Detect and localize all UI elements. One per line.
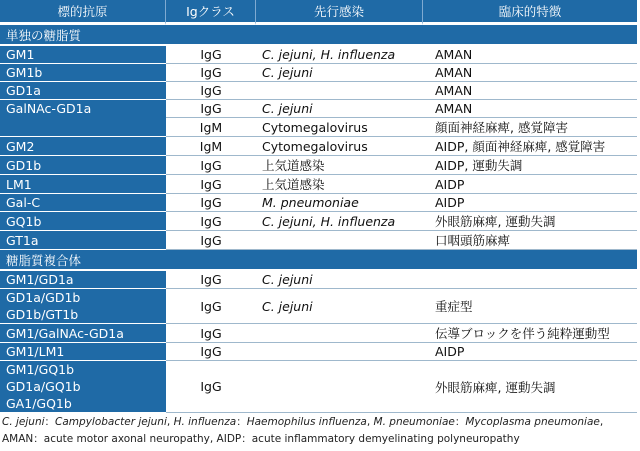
ig-cell: IgG [166,100,256,118]
abbr-hinfluenza: H. influenza [173,416,237,428]
clinical-cell: 口咽頭筋麻痺 [423,231,637,250]
ig-cell: IgG [166,64,256,82]
table-row [0,289,637,324]
table-row [0,271,637,289]
clinical-cell: AIDP [423,194,637,212]
ig-cell: IgG [166,271,256,289]
infection-cell [256,361,423,413]
ig-cell: IgG [166,324,256,343]
clinical-cell: AIDP, 運動失調 [423,156,637,175]
table-row [0,156,637,175]
ig-cell: IgG [166,231,256,250]
ig-cell: IgG [166,194,256,212]
infection-cell: C. jejuni, H. influenza [256,46,423,64]
def-hinfluenza: Haemophilus influenza [246,416,367,428]
ig-cell: IgM [166,137,256,156]
antigen-cell: GD1a [0,82,166,100]
clinical-cell: 顔面神経麻痺, 感覚障害 [423,118,637,137]
antigen-line: GD1a/GD1b [6,290,81,305]
clinical-cell: 重症型 [423,289,637,324]
ig-cell: IgG [166,82,256,100]
infection-cell [256,324,423,343]
clinical-cell: AMAN [423,100,637,118]
ig-cell: IgG [166,343,256,361]
footnote-line-1 [2,414,638,431]
antigen-cell: GT1a [0,231,166,250]
table-row [0,212,637,231]
antigen-cell [0,289,166,324]
table-row [0,64,637,82]
ig-cell: IgG [166,156,256,175]
ig-cell: IgG [166,361,256,413]
abbr-cjejuni: C. jejuni [2,416,45,428]
header-clinical: 臨床的特徴 [423,0,637,25]
antigen-cell: Gal-C [0,194,166,212]
ig-cell: IgM [166,118,256,137]
infection-cell: Cytomegalovirus [256,137,423,156]
antigen-cell: GQ1b [0,212,166,231]
antigen-line: GA1/GQ1b [6,396,72,411]
antigen-cell: GalNAc-GD1a [0,100,166,118]
infection-cell: Cytomegalovirus [256,118,423,137]
footnote-line-2: AMAN：acute motor axonal neuropathy, AIDP：acute inflammatory demyelinating polyneuropathy [2,433,520,445]
group-title: 単独の糖脂質 [0,25,637,46]
table-row [0,343,637,361]
abbr-sep: , [166,416,174,428]
clinical-cell: AMAN [423,82,637,100]
table-row [0,82,637,100]
infection-cell: C. jejuni [256,64,423,82]
header-antigen: 標的抗原 [0,0,166,25]
abbr-end: , [599,416,604,428]
table-row [0,194,637,212]
antigen-cell: GM1/GD1a [0,271,166,289]
abbr-colon: ： [236,416,247,428]
table-row [0,46,637,64]
antigen-cell: GM1/LM1 [0,343,166,361]
infection-cell [256,82,423,100]
infection-cell: C. jejuni [256,289,423,324]
abbr-colon: ： [44,416,56,428]
abbr-colon: ： [454,416,466,428]
table-row [0,361,637,413]
clinical-cell: 外眼筋麻痺, 運動失調 [423,361,637,413]
antigen-cell [0,118,166,137]
clinical-cell: AIDP [423,343,637,361]
clinical-cell: 外眼筋麻痺, 運動失調 [423,212,637,231]
infection-cell: C. jejuni, H. influenza [256,212,423,231]
def-mpneumoniae: Mycoplasma pneumoniae [465,416,600,428]
ig-cell: IgG [166,212,256,231]
antigen-line: GD1b/GT1b [6,307,79,322]
antigen-cell: GM1 [0,46,166,64]
antigen-cell: GM1/GalNAc-GD1a [0,324,166,343]
table-row [0,118,637,137]
group-row-complex [0,250,637,271]
table-row [0,137,637,156]
ig-cell: IgG [166,175,256,194]
clinical-cell: AMAN [423,46,637,64]
infection-cell [256,343,423,361]
footnote [2,414,638,448]
def-cjejuni: Campylobacter jejuni [55,416,167,428]
table-row [0,324,637,343]
infection-cell: C. jejuni [256,100,423,118]
antigen-line: GM1/GQ1b [6,362,75,377]
clinical-cell: AIDP, 顔面神経麻痺, 感覚障害 [423,137,637,156]
antigen-cell: GD1b [0,156,166,175]
infection-cell: M. pneumoniae [256,194,423,212]
abbr-sep: , [366,416,374,428]
infection-cell [256,231,423,250]
header-row [0,0,637,25]
table-row [0,175,637,194]
antigen-cell: GM1b [0,64,166,82]
clinical-cell: 伝導ブロックを伴う純粋運動型 [423,324,637,343]
group-title: 糖脂質複合体 [0,250,637,271]
antigen-cell: LM1 [0,175,166,194]
infection-cell: 上気道感染 [256,175,423,194]
ig-cell: IgG [166,289,256,324]
clinical-cell: AMAN [423,64,637,82]
header-infection: 先行感染 [256,0,423,25]
abbr-mpneumoniae: M. pneumoniae [373,416,455,428]
table-row [0,100,637,118]
infection-cell: 上気道感染 [256,156,423,175]
infection-cell: C. jejuni [256,271,423,289]
ig-cell: IgG [166,46,256,64]
group-row-single [0,25,637,46]
header-igclass: Igクラス [166,0,256,25]
clinical-cell [423,271,637,289]
antigen-cell [0,361,166,413]
clinical-cell: AIDP [423,175,637,194]
antigen-cell: GM2 [0,137,166,156]
antigen-line: GD1a/GQ1b [6,379,81,394]
table-row [0,231,637,250]
